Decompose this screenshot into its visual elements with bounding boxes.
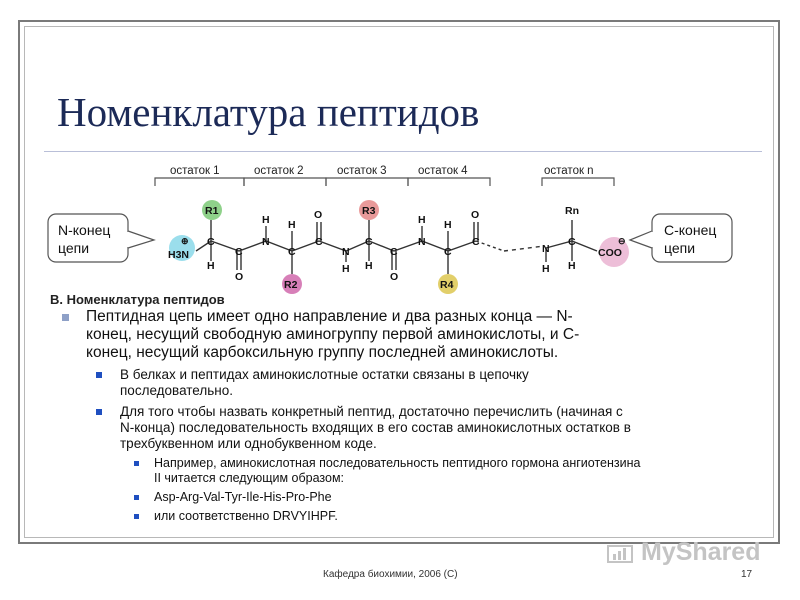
title-divider — [44, 151, 762, 152]
atom-h-n3: H — [342, 263, 350, 275]
bullet-text-line: Для того чтобы назвать конкретный пептид, достаточно перечислить (начиная с — [120, 404, 623, 419]
residue-label-3: остаток 3 — [337, 165, 387, 177]
atom-o-3: O — [390, 271, 399, 283]
bullet-text-line: Пептидная цепь имеет одно направление и два разных конца — N- — [86, 308, 573, 325]
residue-brackets — [155, 178, 614, 186]
bracket-residue-1 — [155, 178, 244, 186]
bullet-text-line: N-конца) последовательность входящих в его состав аминокислотных остатков в — [120, 420, 631, 435]
atom-c-alpha-n: C — [568, 236, 576, 248]
atom-h-n4: H — [418, 214, 426, 226]
atom-c-alpha-2: C — [288, 246, 296, 258]
atom-h-n2: H — [262, 214, 270, 226]
atom-n-2: N — [262, 236, 270, 248]
atom-h-nn: H — [542, 263, 550, 275]
atom-rn: Rn — [565, 205, 579, 217]
atom-c-alpha-1: C — [207, 236, 215, 248]
bullet-marker-icon — [134, 514, 139, 519]
atom-h3n: H3N — [168, 249, 190, 261]
watermark — [607, 538, 760, 567]
atom-c-carbonyl-4: C — [472, 236, 480, 248]
bullet-text-line: трехбуквенном или однобуквенном коде. — [120, 436, 377, 451]
bullet-marker-icon — [96, 372, 102, 378]
atom-o-2: O — [314, 209, 323, 221]
bullet-marker-icon — [134, 495, 139, 500]
bullet-text-line: конец, несущий карбоксильную группу последней аминокислоты. — [86, 344, 559, 361]
atom-n-plus: ⊕ — [181, 236, 189, 246]
atom-h-3: H — [365, 260, 373, 272]
bullet-text-line: последовательно. — [120, 383, 233, 398]
atom-c-carbonyl-2: C — [315, 236, 323, 248]
n-terminus-label-line1: N-конец — [58, 222, 111, 238]
bullet-text-line: Asp-Arg-Val-Tyr-Ile-His-Pro-Phe — [154, 490, 332, 504]
atom-r3: R3 — [362, 205, 376, 217]
peptide-diagram — [44, 158, 754, 308]
residue-label-1: остаток 1 — [170, 165, 220, 177]
n-terminus-label-line2: цепи — [58, 240, 90, 256]
bracket-residue-n — [542, 178, 614, 186]
atom-r2: R2 — [284, 279, 298, 291]
bullet-text-line: В белках и пептидах аминокислотные остатки связаны в цепочку — [120, 367, 529, 382]
atom-h-2: H — [288, 219, 296, 231]
atom-o-1: O — [235, 271, 244, 283]
atom-c-carbonyl-3: C — [390, 246, 398, 258]
bullet-level-2 — [60, 404, 760, 452]
atom-c-carbonyl-1: C — [235, 246, 243, 258]
slide-title: Номенклатура пептидов — [57, 89, 480, 135]
bullet-text-line: или соответственно DRVYIHPF. — [154, 509, 338, 523]
residue-label-2: остаток 2 — [254, 165, 304, 177]
bullet-marker-icon — [96, 409, 102, 415]
atom-n-3: N — [342, 246, 350, 258]
atom-n-n: N — [542, 243, 550, 255]
bracket-residue-3 — [326, 178, 408, 186]
bullet-text-line: II читается следующим образом: — [154, 471, 345, 485]
residue-label-4: остаток 4 — [418, 165, 468, 177]
bracket-residue-4 — [408, 178, 490, 186]
atom-c-alpha-3: C — [365, 236, 373, 248]
bullet-level-3 — [60, 456, 760, 486]
bracket-residue-2 — [244, 178, 326, 186]
atom-coo-minus: ⊖ — [618, 236, 626, 246]
bullet-level-2 — [60, 367, 760, 399]
atom-c-alpha-4: C — [444, 246, 452, 258]
bullet-level-1 — [60, 308, 760, 362]
footer-page-number: 17 — [741, 569, 753, 580]
bullet-list — [60, 308, 760, 524]
bullet-level-3 — [60, 509, 760, 524]
c-terminus-label-line1: С-конец — [664, 222, 717, 238]
bullet-marker-icon — [62, 314, 69, 321]
watermark-logo-icon — [607, 542, 637, 564]
bullet-text-line: Например, аминокислотная последовательность пептидного гормона ангиотензина — [154, 456, 641, 470]
bullet-level-3 — [60, 490, 760, 505]
watermark-text: MyShared — [641, 538, 761, 566]
residue-label-n: остаток n — [544, 165, 594, 177]
atom-coo: COO — [598, 247, 622, 259]
footer-department: Кафедра биохимии, 2006 (С) — [323, 569, 458, 580]
atom-h-n-alpha: H — [568, 260, 576, 272]
atom-n-4: N — [418, 236, 426, 248]
bullet-text-line: конец, несущий свободную аминогруппу первой аминокислоты, и С- — [86, 326, 580, 343]
atom-h-1: H — [207, 260, 215, 272]
atom-r1: R1 — [205, 205, 219, 217]
atom-h-4: H — [444, 219, 452, 231]
diagram-caption: В. Номенклатура пептидов — [50, 292, 225, 307]
atom-o-4: O — [471, 209, 480, 221]
atom-r4: R4 — [440, 279, 454, 291]
bullet-marker-icon — [134, 461, 139, 466]
c-terminus-label-line2: цепи — [664, 240, 696, 256]
